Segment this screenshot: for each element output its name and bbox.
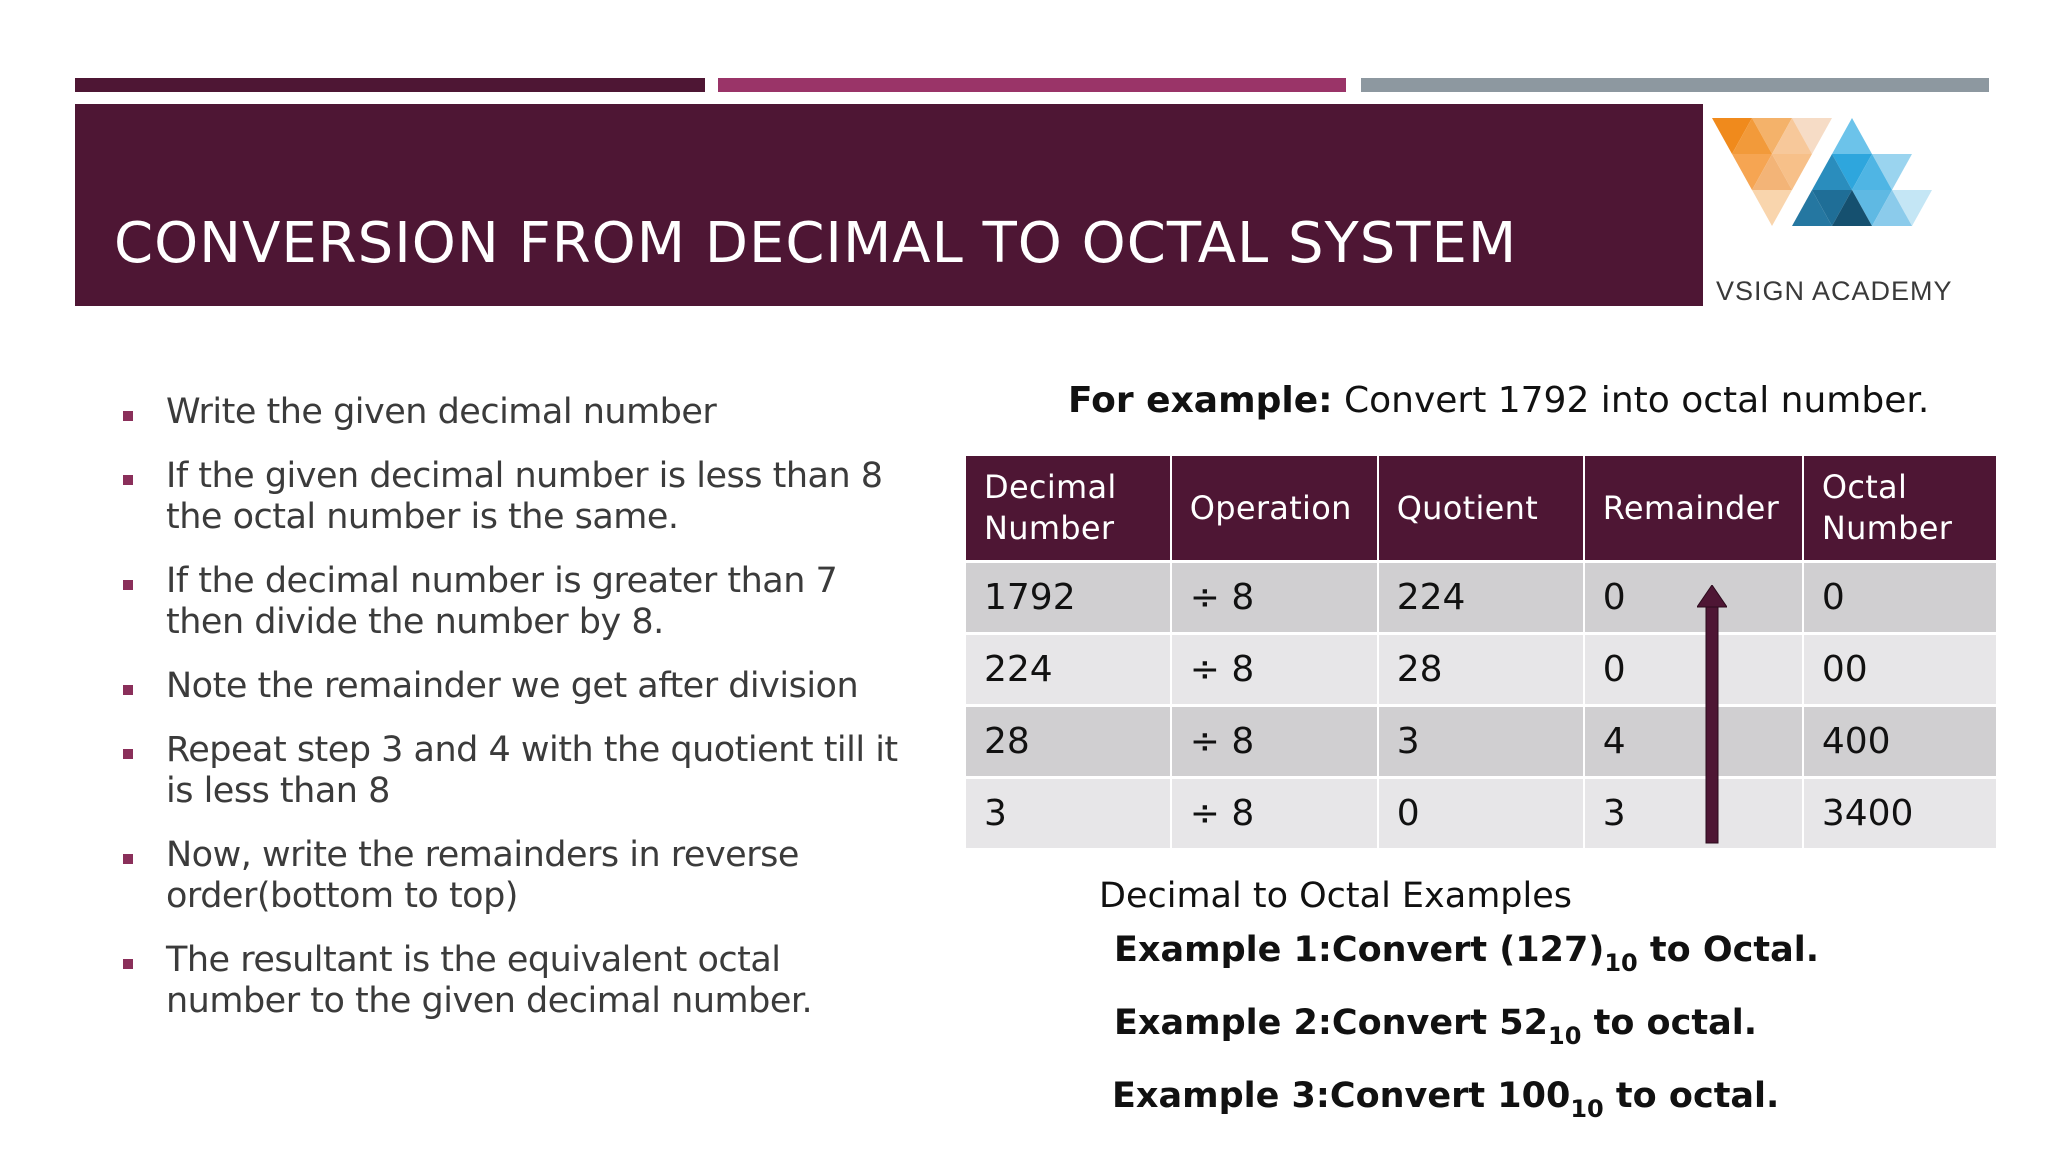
column-header: Operation — [1171, 456, 1378, 562]
table-cell: 0 — [1803, 562, 1997, 634]
table-cell: ÷ 8 — [1171, 778, 1378, 850]
square-bullet-icon — [123, 685, 133, 695]
table-cell: 3 — [1584, 778, 1803, 850]
square-bullet-icon — [123, 749, 133, 759]
vsign-academy-logo — [1712, 112, 1992, 312]
column-header: Remainder — [1584, 456, 1803, 562]
table-cell: 3 — [966, 778, 1171, 850]
table-cell: 28 — [1378, 634, 1584, 706]
table-cell: 224 — [1378, 562, 1584, 634]
table-cell: ÷ 8 — [1171, 634, 1378, 706]
table-cell: 400 — [1803, 706, 1997, 778]
square-bullet-icon — [123, 959, 133, 969]
example-line-1: Example 1:Convert $(127)_{10}$ to Octal. — [1114, 930, 1820, 977]
table-cell: 3400 — [1803, 778, 1997, 850]
table-cell: 0 — [1584, 562, 1803, 634]
top-accent-bar-dark — [75, 78, 705, 92]
list-item: Write the given decimal number — [120, 392, 920, 433]
table-row — [966, 562, 1997, 634]
list-item: Repeat step 3 and 4 with the quotient till it is less than 8 — [120, 730, 920, 812]
arrow-up-icon — [1697, 585, 1727, 845]
table-cell: 3 — [1378, 706, 1584, 778]
title-band — [75, 104, 1703, 306]
square-bullet-icon — [123, 580, 133, 590]
table-cell: 224 — [966, 634, 1171, 706]
example-line-2: Example 2:Convert $52_{10}$ to octal. — [1114, 1003, 1757, 1050]
list-item: If the given decimal number is less than 8 the octal number is the same. — [120, 456, 920, 538]
square-bullet-icon — [123, 475, 133, 485]
list-item: The resultant is the equivalent octal number to the given decimal number. — [120, 940, 920, 1022]
table-cell: 28 — [966, 706, 1171, 778]
example-heading — [1068, 380, 1929, 421]
list-item: If the decimal number is greater than 7 then divide the number by 8. — [120, 561, 920, 643]
table-cell: 1792 — [966, 562, 1171, 634]
example-text: Convert 1792 into octal number. — [1332, 380, 1930, 421]
logo-text: VSIGN ACADEMY — [1716, 276, 1953, 306]
example-line-3: Example 3:Convert $100_{10}$ to octal. — [1112, 1076, 1780, 1123]
top-accent-bar-gray — [1361, 78, 1989, 92]
square-bullet-icon — [123, 411, 133, 421]
column-header: Quotient — [1378, 456, 1584, 562]
examples-caption: Decimal to Octal Examples — [1099, 876, 1572, 916]
table-cell: 0 — [1584, 634, 1803, 706]
table-row — [966, 778, 1997, 850]
table-cell: ÷ 8 — [1171, 562, 1378, 634]
steps-list — [120, 392, 920, 1045]
square-bullet-icon — [123, 854, 133, 864]
column-header: Decimal Number — [966, 456, 1171, 562]
table-cell: 4 — [1584, 706, 1803, 778]
column-header: Octal Number — [1803, 456, 1997, 562]
table-cell: 00 — [1803, 634, 1997, 706]
table-header-row — [966, 456, 1997, 562]
conversion-table — [966, 456, 1998, 851]
example-label: For example: — [1068, 380, 1333, 421]
logo-mark-icon — [1712, 112, 1992, 272]
list-item: Now, write the remainders in reverse order(bottom to top) — [120, 835, 920, 917]
table-cell: ÷ 8 — [1171, 706, 1378, 778]
slide-title: CONVERSION FROM DECIMAL TO OCTAL SYSTEM — [114, 211, 1518, 276]
table-row — [966, 706, 1997, 778]
table-cell: 0 — [1378, 778, 1584, 850]
top-accent-bar-magenta — [718, 78, 1346, 92]
table-row — [966, 634, 1997, 706]
list-item: Note the remainder we get after division — [120, 666, 920, 707]
